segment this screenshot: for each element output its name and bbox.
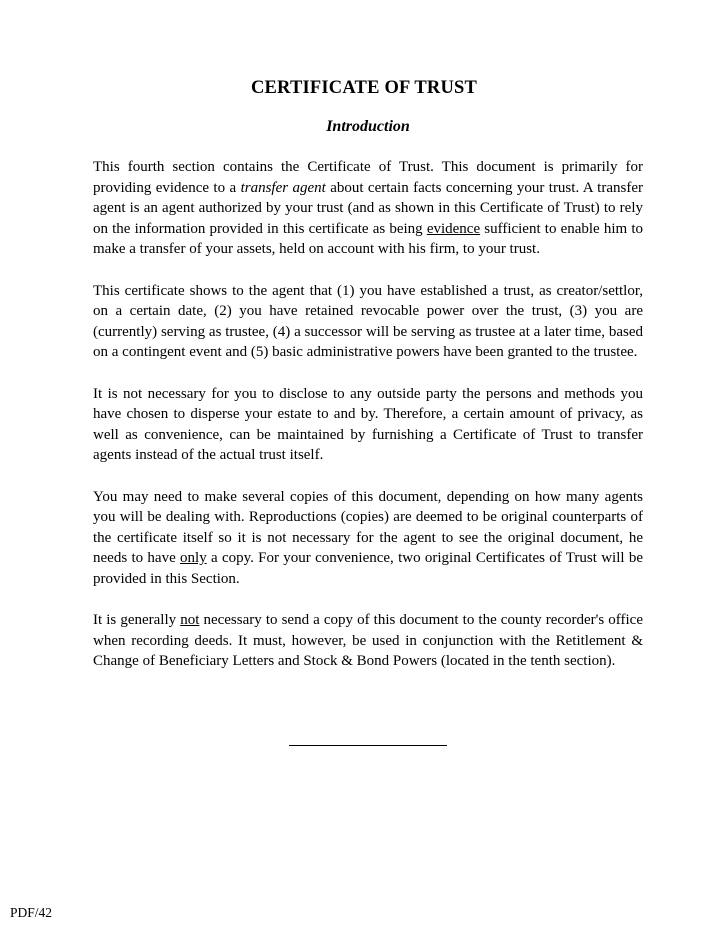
underlined-term: not — [180, 612, 200, 628]
paragraph-recording-deeds — [93, 610, 643, 672]
underlined-term: only — [180, 550, 207, 566]
paragraph-text: sufficient to enable him to make a transfer of your assets, held on account with his firm, to your trust. — [93, 220, 643, 257]
paragraph-text: about certain facts concerning your trust. A transfer agent is an agent authorized by your trust (and as shown in this Certificate of Trust) to rely on the information provided in this certificate as being — [93, 179, 643, 237]
paragraph-privacy: It is not necessary for you to disclose to any outside party the persons and methods you have chosen to disperse your estate to and by. Therefore, a certain amount of privacy, as well as convenience, can be maintained by furnishing a Certificate of Trust to transfer agents instead of the actual trust itself. — [93, 385, 643, 463]
paragraph-certificate-shows: This certificate shows to the agent that (1) you have established a trust, as creator/settlor, on a certain date, (2) you have retained revocable power over the trust, (3) you are (currently) serving as trustee, (4) a successor will be serving as trustee at a later time, based on a contingent event and (5) basic administrative powers have been granted to the trustee. — [93, 282, 643, 360]
section-subtitle: Introduction — [326, 118, 410, 135]
paragraph-text: necessary to send a copy of this document to the county recorder's office when recording deeds. It must, however, be used in conjunction with the Retitlement & Change of Beneficiary Letters and Stock & Bond Powers (located in the tenth section). — [93, 612, 643, 669]
paragraph-copies — [93, 487, 643, 590]
paragraph-text: a copy. For your convenience, two original Certificates of Trust will be provided in this Section. — [93, 550, 643, 587]
emphasized-term: transfer agent — [240, 179, 326, 196]
paragraph-text: You may need to make several copies of this document, depending on how many agents you will be dealing with. Reproductions (copies) are deemed to be original counterparts of the certificate itself so it is not necessary for the agent to see the original document, he needs to have — [93, 488, 643, 566]
paragraph-text: This fourth section contains the Certificate of Trust. This document is primarily for providing evidence to a — [93, 159, 643, 196]
page-title: CERTIFICATE OF TRUST — [250, 78, 478, 98]
document-body — [93, 157, 643, 693]
paragraph-transfer-agent — [93, 157, 643, 260]
underlined-term: evidence — [426, 220, 481, 237]
paragraph-text: It is generally — [93, 612, 181, 628]
page-number-footer: PDF/42 — [10, 905, 53, 920]
section-end-rule — [289, 745, 447, 746]
